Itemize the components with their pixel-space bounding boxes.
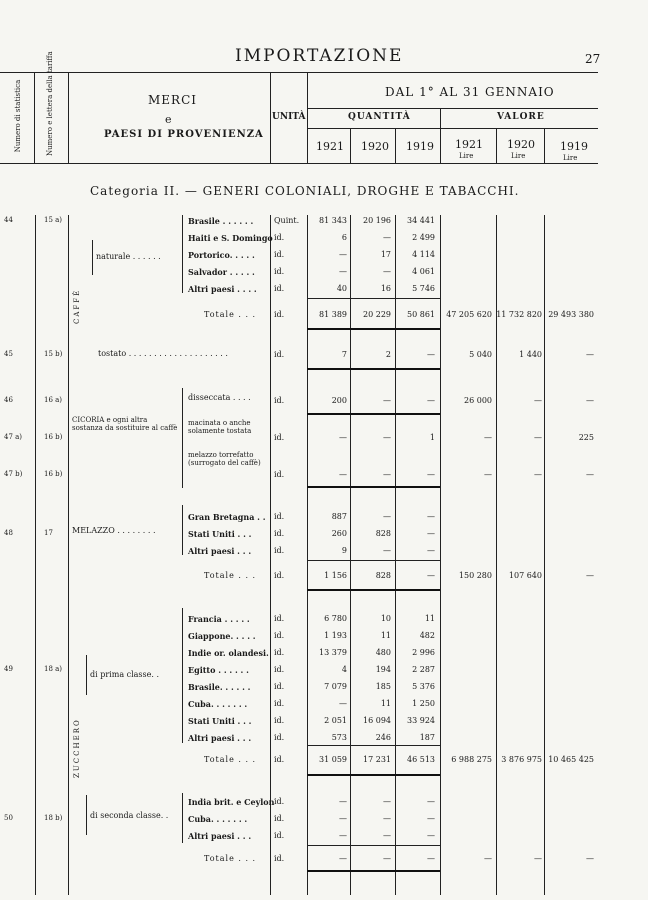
header-period: DAL 1° AL 31 GENNAIO (385, 85, 555, 99)
cell-q21: 7 (341, 350, 347, 359)
header-merci: MERCI (148, 93, 198, 107)
cell-q21: — (339, 267, 347, 276)
cell-v21: 150 280 (458, 571, 492, 580)
cell-q19: 50 861 (407, 310, 435, 319)
cell-q20: — (383, 267, 391, 276)
cell-stat: 44 (4, 216, 13, 224)
cell-country: Altri paesi . . . . (188, 284, 257, 294)
cell-q20: 185 (375, 682, 391, 691)
cell-v20: — (534, 433, 542, 442)
cell-unit: id. (274, 546, 285, 555)
cell-country: Stati Uniti . . . (188, 529, 252, 539)
cell-tar: 18 b) (44, 814, 63, 822)
cell-q19: 2 499 (412, 233, 435, 242)
cell-stat: 50 (4, 814, 13, 822)
cell-q21: — (339, 699, 347, 708)
cell-v20: 3 876 975 (501, 755, 542, 764)
cell-q21: 2 051 (324, 716, 347, 725)
cell-country: Stati Uniti . . . (188, 716, 252, 726)
cell-stat: 47 b) (4, 470, 23, 478)
cell-q19: 5 376 (412, 682, 435, 691)
cell-unit: id. (274, 716, 285, 725)
label-zucchero: ZUCCHERO (73, 718, 81, 778)
cell-v19: — (586, 396, 594, 405)
cell-q20: 16 (380, 284, 391, 293)
cell-q19: 1 (429, 433, 435, 442)
header-numero-statistica: Numero di statistica (14, 79, 22, 153)
cell-unit: id. (274, 614, 285, 623)
cell-country: Gran Bretagna . . (188, 512, 266, 522)
cell-q19: — (427, 831, 435, 840)
header-lire-1921: Lire (459, 152, 474, 160)
cell-q19: — (427, 529, 435, 538)
cell-q20: 246 (375, 733, 391, 742)
cell-country: Egitto . . . . . . (188, 665, 249, 675)
cell-q20: 480 (375, 648, 391, 657)
cell-q19: — (427, 571, 435, 580)
cell-v21: — (484, 854, 492, 863)
cell-q19: 2 287 (412, 665, 435, 674)
cell-q21: — (339, 250, 347, 259)
cell-v21: 26 000 (464, 396, 492, 405)
cell-country: Totale . . . (204, 571, 257, 580)
cell-country: Haiti e S. Domingo (188, 233, 273, 243)
cell-country: Altri paesi . . . (188, 546, 252, 556)
cell-unit: id. (274, 755, 285, 764)
cell-unit: id. (274, 350, 285, 359)
cell-v21: 47 205 620 (446, 310, 492, 319)
cell-unit: id. (274, 631, 285, 640)
cell-v21: — (484, 470, 492, 479)
cell-unit: id. (274, 396, 285, 405)
cell-q20: 11 (380, 699, 391, 708)
cell-v20: 11 732 820 (496, 310, 542, 319)
cell-q20: — (383, 470, 391, 479)
label-tostato: tostato . . . . . . . . . . . . . . . . . . . . (98, 349, 228, 358)
header-numero-tariffa: Numero e lettera della tariffa (46, 51, 54, 156)
header-quantita: QUANTITÀ (348, 112, 411, 122)
header-unita: UNITÀ (272, 112, 306, 122)
cell-q21: — (339, 831, 347, 840)
cell-v19: — (586, 854, 594, 863)
cell-q19: 34 441 (407, 216, 435, 225)
cell-q19: 5 746 (412, 284, 435, 293)
cell-q20: 20 196 (363, 216, 391, 225)
cell-q20: 828 (375, 571, 391, 580)
cell-q21: — (339, 433, 347, 442)
cell-q19: — (427, 470, 435, 479)
label-naturale: naturale . . . . . . (96, 252, 161, 261)
cell-q19: — (427, 546, 435, 555)
header-valore: VALORE (497, 112, 545, 122)
cell-unit: id. (274, 854, 285, 863)
cell-v20: — (534, 470, 542, 479)
cell-q21: 4 (341, 665, 347, 674)
cell-stat: 46 (4, 396, 13, 404)
cell-q19: — (427, 512, 435, 521)
cell-unit: id. (274, 682, 285, 691)
cell-v19: — (586, 350, 594, 359)
cell-q21: 31 059 (319, 755, 347, 764)
cell-country: Brasile . . . . . . (188, 216, 254, 226)
cell-q20: 2 (385, 350, 391, 359)
cell-unit: id. (274, 250, 285, 259)
cell-v19: 225 (578, 433, 594, 442)
cell-country: Cuba. . . . . . . (188, 699, 248, 709)
cell-q19: — (427, 854, 435, 863)
cell-unit: id. (274, 233, 285, 242)
label-cicoria: CICORIA e ogni altra sostanza da sostituire al caffè (72, 416, 178, 432)
cell-country: Totale . . . (204, 854, 257, 863)
cell-q20: 828 (375, 529, 391, 538)
cell-q19: 187 (419, 733, 435, 742)
cell-tar: 15 b) (44, 350, 63, 358)
cell-country: Francia . . . . . (188, 614, 250, 624)
cell-q19: 46 513 (407, 755, 435, 764)
cell-tar: 15 a) (44, 216, 63, 224)
cell-v20: — (534, 396, 542, 405)
cell-q19: — (427, 814, 435, 823)
cell-q21: 6 780 (324, 614, 347, 623)
cell-v20: 1 440 (519, 350, 542, 359)
cell-country: Brasile. . . . . . (188, 682, 251, 692)
cell-unit: id. (274, 571, 285, 580)
category-heading: Categoria II. — GENERI COLONIALI, DROGHE E TABACCHI. (90, 184, 520, 198)
label-macinata: macinata o anche solamente tostata (188, 419, 252, 435)
cell-unit: id. (274, 814, 285, 823)
cell-q20: 16 094 (363, 716, 391, 725)
label-melazzo-torrefatto: melazzo torrefatto (surrogato del caffè) (188, 451, 261, 467)
header-paesi: PAESI DI PROVENIENZA (104, 129, 264, 140)
header-lire-1920: Lire (511, 152, 526, 160)
label-prima-classe: di prima classe. . (90, 670, 160, 679)
cell-q21: 40 (336, 284, 347, 293)
cell-q20: 10 (380, 614, 391, 623)
header-year-v1919: 1919 (560, 140, 588, 153)
cell-unit: id. (274, 665, 285, 674)
cell-tar: 16 a) (44, 396, 63, 404)
cell-q19: 33 924 (407, 716, 435, 725)
cell-q21: — (339, 854, 347, 863)
cell-country: Salvador . . . . . (188, 267, 255, 277)
cell-q19: 11 (424, 614, 435, 623)
cell-q19: 4 061 (412, 267, 435, 276)
cell-v21: 5 040 (469, 350, 492, 359)
cell-unit: id. (274, 433, 285, 442)
cell-v20: 107 640 (508, 571, 542, 580)
cell-country: India brit. e Ceylon (188, 797, 275, 807)
cell-v21: 6 988 275 (451, 755, 492, 764)
cell-q21: 81 343 (319, 216, 347, 225)
cell-q20: 20 229 (363, 310, 391, 319)
cell-q21: 200 (331, 396, 347, 405)
cell-country: Totale . . . (204, 755, 257, 764)
cell-q19: 4 114 (412, 250, 435, 259)
cell-q20: — (383, 831, 391, 840)
cell-q21: 887 (331, 512, 347, 521)
label-caffe: CAFFÈ (73, 288, 81, 324)
cell-q21: 81 389 (319, 310, 347, 319)
cell-q21: 1 193 (324, 631, 347, 640)
cell-tar: 18 a) (44, 665, 63, 673)
cell-country: Altri paesi . . . (188, 831, 252, 841)
cell-q20: 17 231 (363, 755, 391, 764)
cell-unit: id. (274, 267, 285, 276)
cell-unit: id. (274, 470, 285, 479)
cell-q19: — (427, 350, 435, 359)
cell-q20: — (383, 797, 391, 806)
cell-q21: 13 379 (319, 648, 347, 657)
cell-q20: — (383, 814, 391, 823)
cell-country: Cuba. . . . . . . (188, 814, 248, 824)
cell-country: Giappone. . . . . (188, 631, 256, 641)
header-year-v1921: 1921 (455, 138, 483, 151)
cell-unit: id. (274, 831, 285, 840)
header-year-v1920: 1920 (507, 138, 535, 151)
cell-v20: — (534, 854, 542, 863)
cell-q20: — (383, 233, 391, 242)
cell-stat: 47 a) (4, 433, 23, 441)
cell-stat: 49 (4, 665, 13, 673)
cell-unit: Quint. (274, 216, 300, 225)
cell-country: Indie or. olandesi. (188, 648, 269, 658)
label-seconda-classe: di seconda classe. . (90, 811, 169, 820)
cell-q19: — (427, 797, 435, 806)
cell-q19: 1 250 (412, 699, 435, 708)
cell-q19: — (427, 396, 435, 405)
cell-q20: — (383, 433, 391, 442)
cell-q21: — (339, 797, 347, 806)
cell-q21: 9 (341, 546, 347, 555)
cell-q21: 6 (341, 233, 347, 242)
cell-tar: 16 b) (44, 470, 63, 478)
cell-q20: — (383, 546, 391, 555)
cell-v19: — (586, 571, 594, 580)
cell-q20: 17 (380, 250, 391, 259)
cell-unit: id. (274, 648, 285, 657)
header-lire-1919: Lire (563, 154, 578, 162)
header-year-q1921: 1921 (316, 140, 344, 153)
cell-q20: 11 (380, 631, 391, 640)
cell-q21: — (339, 470, 347, 479)
cell-unit: id. (274, 733, 285, 742)
cell-country: Totale . . . (204, 310, 257, 319)
cell-tar: 17 (44, 529, 53, 537)
label-disseccata: disseccata . . . . (188, 393, 251, 402)
cell-q21: 7 079 (324, 682, 347, 691)
cell-tar: 16 b) (44, 433, 63, 441)
cell-country: Altri paesi . . . (188, 733, 252, 743)
header-e: e (165, 113, 173, 126)
cell-q20: — (383, 396, 391, 405)
cell-unit: id. (274, 529, 285, 538)
cell-unit: id. (274, 512, 285, 521)
cell-q20: — (383, 854, 391, 863)
cell-v21: — (484, 433, 492, 442)
cell-unit: id. (274, 797, 285, 806)
page-number: 27 (585, 52, 601, 66)
cell-stat: 48 (4, 529, 13, 537)
cell-country: Portorico. . . . . (188, 250, 255, 260)
cell-q21: — (339, 814, 347, 823)
cell-q19: 2 996 (412, 648, 435, 657)
cell-v19: 10 465 425 (548, 755, 594, 764)
cell-q20: — (383, 512, 391, 521)
cell-q19: 482 (419, 631, 435, 640)
cell-q21: 573 (331, 733, 347, 742)
cell-unit: id. (274, 310, 285, 319)
cell-v19: 29 493 380 (548, 310, 594, 319)
cell-v19: — (586, 470, 594, 479)
cell-q20: 194 (375, 665, 391, 674)
cell-unit: id. (274, 284, 285, 293)
header-year-q1919: 1919 (406, 140, 434, 153)
label-melazzo: MELAZZO . . . . . . . . (72, 526, 156, 535)
page-title: IMPORTAZIONE (235, 46, 404, 66)
cell-stat: 45 (4, 350, 13, 358)
cell-q21: 1 156 (324, 571, 347, 580)
cell-unit: id. (274, 699, 285, 708)
cell-q21: 260 (331, 529, 347, 538)
header-year-q1920: 1920 (361, 140, 389, 153)
